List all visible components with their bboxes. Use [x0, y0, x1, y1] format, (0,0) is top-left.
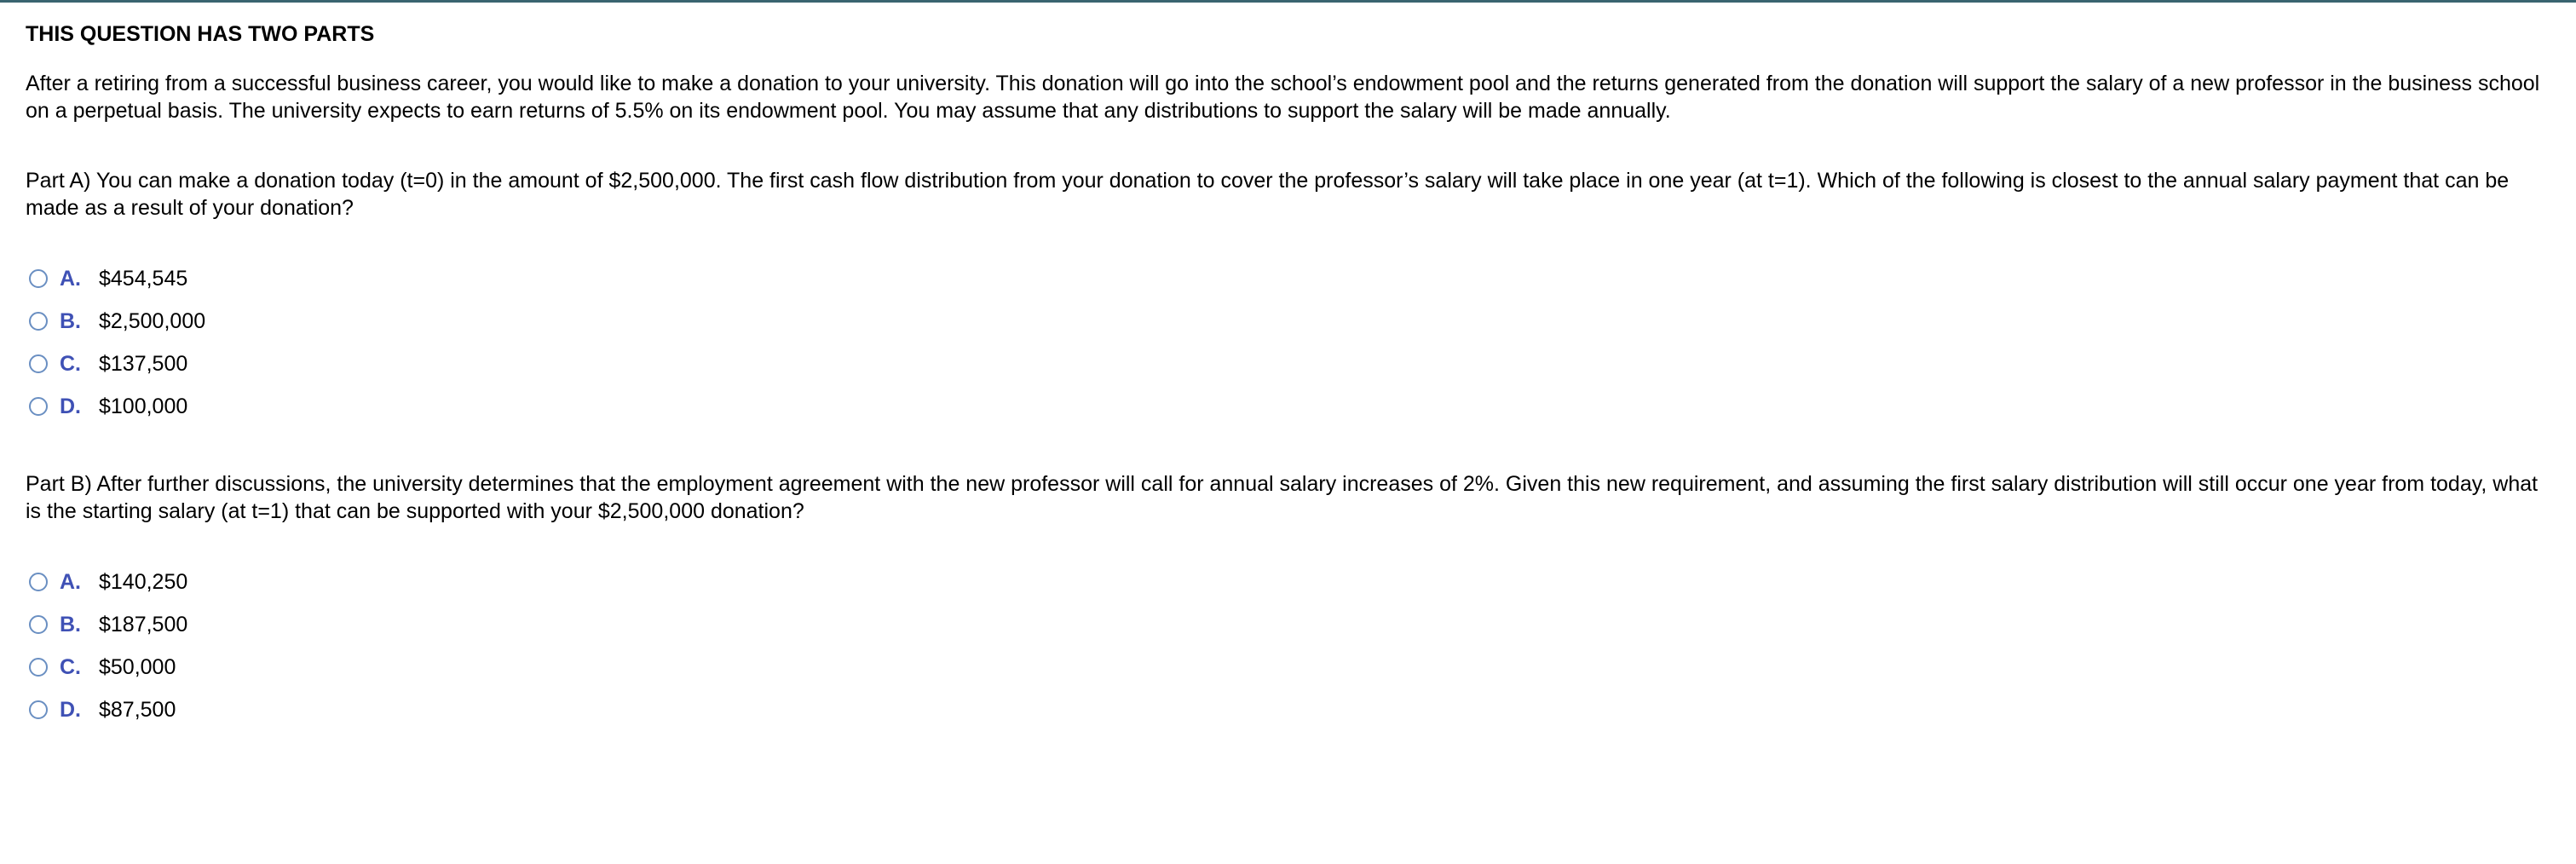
question-container [26, 20, 2550, 731]
option-letter: D. [60, 394, 81, 418]
option-value: $140,250 [99, 569, 188, 594]
top-border [0, 0, 2576, 3]
part-a-question: Part A) You can make a donation today (t=0) in the amount of $2,500,000. The first cash flow distribution from your donation to cover the professor’s salary will take place in one year (at t=1). Which of the following is closest to the annual salary payment that can be made as a result of your donation? [26, 169, 2510, 220]
radio-button-icon[interactable] [29, 700, 48, 719]
part-b-option-d[interactable] [26, 688, 2550, 731]
radio-button-icon[interactable] [29, 397, 48, 416]
option-letter: C. [60, 351, 81, 376]
radio-button-icon[interactable] [29, 312, 48, 331]
part-a-option-a[interactable] [26, 257, 2550, 300]
option-value: $187,500 [99, 612, 188, 636]
part-a-options [26, 257, 2550, 428]
option-value: $137,500 [99, 351, 188, 376]
option-value: $2,500,000 [99, 308, 206, 333]
part-b-options [26, 561, 2550, 731]
part-b-option-b[interactable] [26, 603, 2550, 646]
radio-button-icon[interactable] [29, 354, 48, 373]
option-value: $87,500 [99, 697, 176, 722]
part-b-option-c[interactable] [26, 646, 2550, 688]
option-letter: C. [60, 654, 81, 679]
part-b-option-a[interactable] [26, 561, 2550, 603]
radio-button-icon[interactable] [29, 573, 48, 591]
option-letter: D. [60, 697, 81, 722]
part-a-option-c[interactable] [26, 343, 2550, 385]
option-letter: A. [60, 266, 81, 291]
option-value: $50,000 [99, 654, 176, 679]
question-heading: THIS QUESTION HAS TWO PARTS [26, 22, 375, 46]
part-b-question: Part B) After further discussions, the university determines that the employment agreement with the new professor will call for annual salary increases of 2%. Given this new requirement, and assuming the first salary distribution will still occur one year from today, what is the starting salary (at t=1) that can be supported with your $2,500,000 donation? [26, 472, 2539, 523]
option-letter: B. [60, 308, 81, 333]
radio-button-icon[interactable] [29, 615, 48, 634]
radio-button-icon[interactable] [29, 269, 48, 288]
option-letter: B. [60, 612, 81, 636]
radio-button-icon[interactable] [29, 658, 48, 677]
option-letter: A. [60, 569, 81, 594]
intro-paragraph: After a retiring from a successful business career, you would like to make a donation to your university. This donation will go into the school’s endowment pool and the returns generated from the donation will support the salary of a new professor in the business school on a perpetual basis. The university expects to earn returns of 5.5% on its endowment pool. You may assume that any distributions to support the salary will be made annually. [26, 72, 2540, 123]
part-a-option-d[interactable] [26, 385, 2550, 428]
option-value: $454,545 [99, 266, 188, 291]
part-a-option-b[interactable] [26, 300, 2550, 343]
option-value: $100,000 [99, 394, 188, 418]
